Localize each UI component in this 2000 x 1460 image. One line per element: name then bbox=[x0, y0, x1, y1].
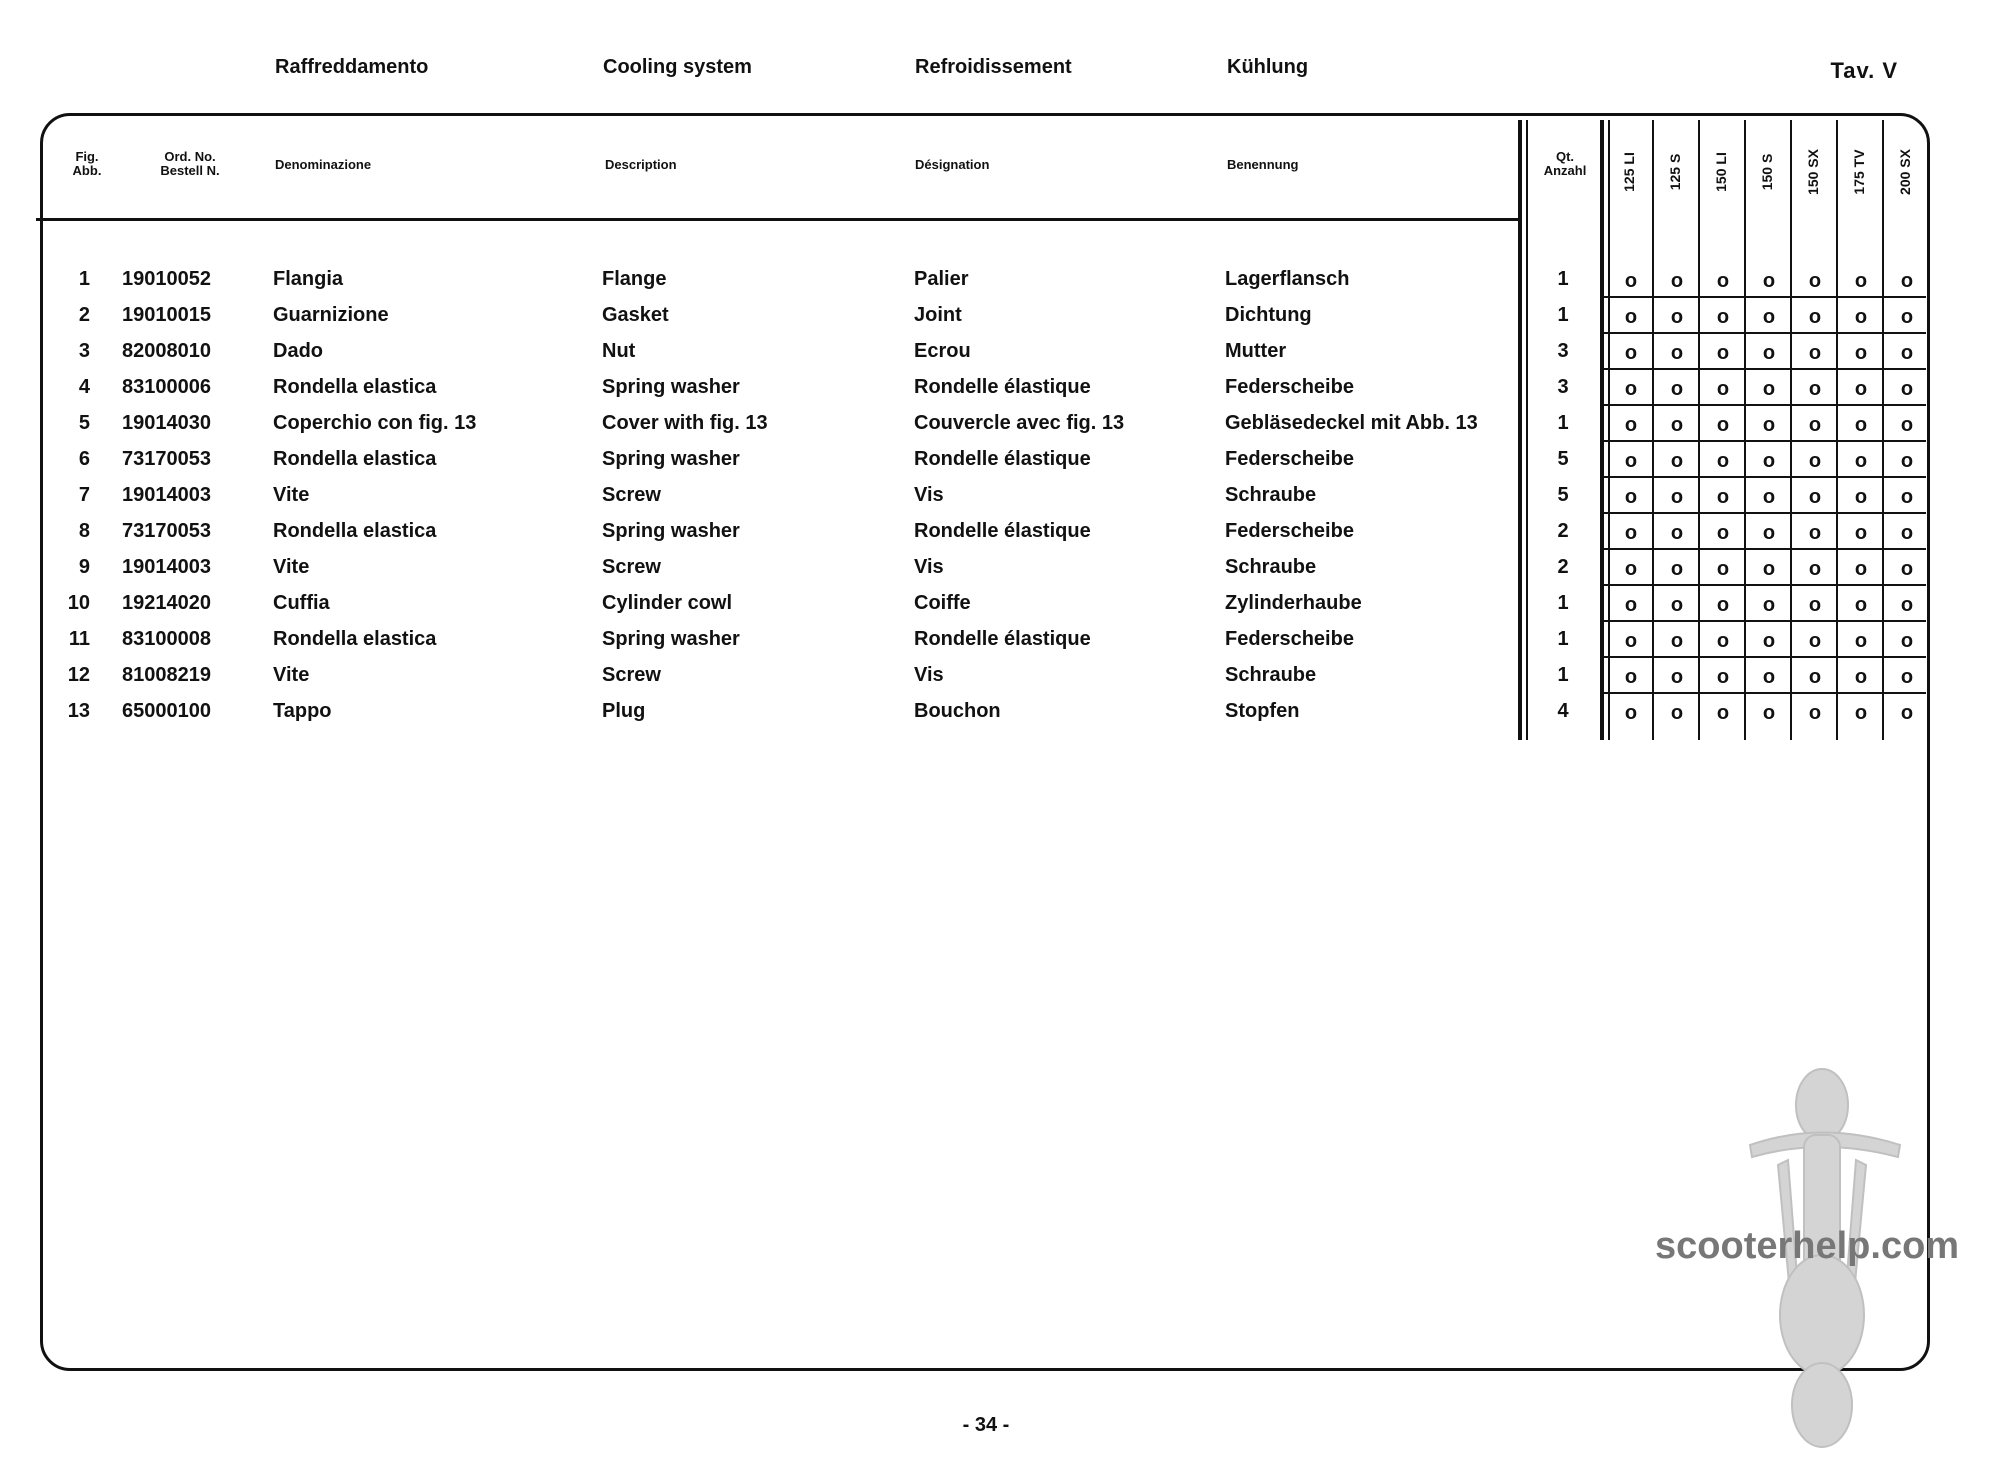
model-mark: o bbox=[1900, 270, 1914, 292]
model-mark: o bbox=[1624, 594, 1638, 616]
name-english: Nut bbox=[602, 340, 636, 362]
name-german: Mutter bbox=[1225, 340, 1287, 362]
name-german: Federscheibe bbox=[1225, 376, 1354, 398]
model-mark: o bbox=[1624, 486, 1638, 508]
name-german: Stopfen bbox=[1225, 700, 1300, 722]
model-mark: o bbox=[1854, 270, 1868, 292]
model-label: 125 LI bbox=[1621, 152, 1637, 192]
quantity: 3 bbox=[1557, 340, 1569, 362]
page-number: - 34 - bbox=[962, 1414, 1010, 1436]
model-mark: o bbox=[1762, 342, 1776, 364]
model-mark: o bbox=[1854, 306, 1868, 328]
model-header bbox=[1664, 142, 1686, 202]
header-ord-it: Ord. No. bbox=[164, 149, 216, 164]
quantity: 1 bbox=[1557, 268, 1569, 290]
model-label: 175 TV bbox=[1851, 149, 1867, 195]
model-mark: o bbox=[1624, 702, 1638, 724]
model-mark: o bbox=[1624, 666, 1638, 688]
table-row bbox=[0, 442, 2000, 478]
name-english: Screw bbox=[602, 484, 661, 506]
name-italian: Vite bbox=[273, 556, 310, 578]
model-header bbox=[1756, 142, 1778, 202]
model-mark: o bbox=[1624, 630, 1638, 652]
fig-number: 6 bbox=[78, 448, 90, 470]
model-header bbox=[1848, 142, 1870, 202]
order-number: 19214020 bbox=[122, 592, 211, 614]
quantity: 5 bbox=[1557, 448, 1569, 470]
name-french: Rondelle élastique bbox=[914, 448, 1091, 470]
order-number: 19014003 bbox=[122, 556, 211, 578]
model-mark: o bbox=[1670, 378, 1684, 400]
fig-number: 7 bbox=[78, 484, 90, 506]
model-mark: o bbox=[1808, 702, 1822, 724]
name-german: Gebläsedeckel mit Abb. 13 bbox=[1225, 412, 1478, 434]
name-italian: Tappo bbox=[273, 700, 332, 722]
header-qty bbox=[1530, 150, 1600, 178]
model-mark: o bbox=[1716, 594, 1730, 616]
model-mark: o bbox=[1808, 378, 1822, 400]
name-italian: Vite bbox=[273, 664, 310, 686]
header-rule bbox=[36, 218, 1520, 221]
name-german: Federscheibe bbox=[1225, 448, 1354, 470]
name-italian: Rondella elastica bbox=[273, 520, 437, 542]
name-german: Schraube bbox=[1225, 484, 1317, 506]
header-ord bbox=[140, 150, 240, 178]
model-mark: o bbox=[1808, 630, 1822, 652]
table-row bbox=[0, 658, 2000, 694]
name-french: Coiffe bbox=[914, 592, 971, 614]
model-mark: o bbox=[1762, 450, 1776, 472]
name-english: Spring washer bbox=[602, 520, 740, 542]
name-french: Couvercle avec fig. 13 bbox=[914, 412, 1125, 434]
model-mark: o bbox=[1716, 378, 1730, 400]
order-number: 82008010 bbox=[122, 340, 211, 362]
table-row bbox=[0, 298, 2000, 334]
quantity: 4 bbox=[1557, 700, 1569, 722]
model-label: 150 S bbox=[1759, 153, 1775, 191]
fig-number: 4 bbox=[78, 376, 90, 398]
model-mark: o bbox=[1808, 522, 1822, 544]
model-mark: o bbox=[1762, 414, 1776, 436]
model-mark: o bbox=[1900, 630, 1914, 652]
fig-number: 3 bbox=[78, 340, 90, 362]
model-mark: o bbox=[1716, 486, 1730, 508]
model-mark: o bbox=[1624, 522, 1638, 544]
fig-number: 2 bbox=[78, 304, 90, 326]
order-number: 83100008 bbox=[122, 628, 211, 650]
name-french: Bouchon bbox=[914, 700, 1001, 722]
name-french: Rondelle élastique bbox=[914, 520, 1091, 542]
name-italian: Vite bbox=[273, 484, 310, 506]
fig-number: 10 bbox=[67, 592, 90, 614]
name-german: Lagerflansch bbox=[1225, 268, 1350, 290]
model-mark: o bbox=[1854, 630, 1868, 652]
model-mark: o bbox=[1762, 630, 1776, 652]
model-mark: o bbox=[1808, 414, 1822, 436]
model-mark: o bbox=[1670, 630, 1684, 652]
title-italian: Raffreddamento bbox=[275, 56, 429, 78]
name-italian: Rondella elastica bbox=[273, 376, 437, 398]
model-mark: o bbox=[1670, 270, 1684, 292]
header-fig-it: Fig. bbox=[75, 149, 99, 164]
model-mark: o bbox=[1854, 666, 1868, 688]
fig-number: 12 bbox=[67, 664, 90, 686]
model-mark: o bbox=[1900, 342, 1914, 364]
model-mark: o bbox=[1624, 306, 1638, 328]
model-mark: o bbox=[1808, 270, 1822, 292]
name-italian: Rondella elastica bbox=[273, 628, 437, 650]
model-mark: o bbox=[1716, 342, 1730, 364]
quantity: 5 bbox=[1557, 484, 1569, 506]
name-french: Vis bbox=[914, 664, 944, 686]
model-mark: o bbox=[1900, 486, 1914, 508]
quantity: 1 bbox=[1557, 412, 1569, 434]
model-header bbox=[1894, 142, 1916, 202]
fig-number: 5 bbox=[78, 412, 90, 434]
name-italian: Rondella elastica bbox=[273, 448, 437, 470]
name-english: Screw bbox=[602, 556, 661, 578]
model-mark: o bbox=[1762, 486, 1776, 508]
model-mark: o bbox=[1716, 450, 1730, 472]
model-mark: o bbox=[1670, 702, 1684, 724]
quantity: 3 bbox=[1557, 376, 1569, 398]
header-qty-de: Anzahl bbox=[1543, 163, 1587, 178]
model-mark: o bbox=[1670, 414, 1684, 436]
model-mark: o bbox=[1716, 630, 1730, 652]
model-mark: o bbox=[1762, 666, 1776, 688]
model-mark: o bbox=[1854, 414, 1868, 436]
name-french: Vis bbox=[914, 556, 944, 578]
model-mark: o bbox=[1670, 342, 1684, 364]
model-mark: o bbox=[1900, 414, 1914, 436]
fig-number: 9 bbox=[78, 556, 90, 578]
name-english: Screw bbox=[602, 664, 661, 686]
name-italian: Dado bbox=[273, 340, 323, 362]
model-mark: o bbox=[1854, 522, 1868, 544]
name-german: Federscheibe bbox=[1225, 628, 1354, 650]
table-row bbox=[0, 334, 2000, 370]
name-german: Zylinderhaube bbox=[1225, 592, 1362, 614]
table-row bbox=[0, 406, 2000, 442]
model-mark: o bbox=[1900, 378, 1914, 400]
model-mark: o bbox=[1900, 306, 1914, 328]
name-italian: Flangia bbox=[273, 268, 344, 290]
model-mark: o bbox=[1808, 594, 1822, 616]
name-english: Spring washer bbox=[602, 376, 740, 398]
model-mark: o bbox=[1762, 558, 1776, 580]
model-mark: o bbox=[1716, 414, 1730, 436]
model-mark: o bbox=[1854, 594, 1868, 616]
header-fig bbox=[62, 150, 112, 178]
header-description: Description bbox=[605, 157, 677, 172]
name-french: Vis bbox=[914, 484, 944, 506]
watermark-text: scooterhelp.com bbox=[1655, 1225, 1960, 1267]
name-italian: Coperchio con fig. 13 bbox=[273, 412, 477, 434]
name-french: Ecrou bbox=[914, 340, 971, 362]
model-mark: o bbox=[1670, 666, 1684, 688]
quantity: 2 bbox=[1557, 520, 1569, 542]
model-mark: o bbox=[1624, 342, 1638, 364]
model-mark: o bbox=[1808, 666, 1822, 688]
model-mark: o bbox=[1900, 558, 1914, 580]
model-mark: o bbox=[1670, 558, 1684, 580]
name-english: Spring washer bbox=[602, 628, 740, 650]
header-fig-de: Abb. bbox=[72, 163, 102, 178]
model-header bbox=[1710, 142, 1732, 202]
order-number: 83100006 bbox=[122, 376, 211, 398]
model-mark: o bbox=[1762, 306, 1776, 328]
model-mark: o bbox=[1762, 522, 1776, 544]
name-english: Gasket bbox=[602, 304, 669, 326]
table-row bbox=[0, 370, 2000, 406]
title-german: Kühlung bbox=[1227, 56, 1309, 78]
model-mark: o bbox=[1762, 378, 1776, 400]
quantity: 2 bbox=[1557, 556, 1569, 578]
fig-number: 11 bbox=[68, 628, 90, 650]
title-english: Cooling system bbox=[603, 56, 752, 78]
header-designation: Désignation bbox=[915, 157, 990, 172]
model-label: 150 SX bbox=[1805, 149, 1821, 195]
model-mark: o bbox=[1716, 702, 1730, 724]
header-denominazione: Denominazione bbox=[275, 157, 372, 172]
model-mark: o bbox=[1670, 450, 1684, 472]
name-french: Palier bbox=[914, 268, 969, 290]
model-mark: o bbox=[1900, 450, 1914, 472]
model-mark: o bbox=[1854, 450, 1868, 472]
name-english: Cover with fig. 13 bbox=[602, 412, 768, 434]
name-german: Federscheibe bbox=[1225, 520, 1354, 542]
order-number: 73170053 bbox=[122, 520, 211, 542]
model-mark: o bbox=[1808, 342, 1822, 364]
quantity: 1 bbox=[1557, 592, 1569, 614]
name-french: Rondelle élastique bbox=[914, 628, 1091, 650]
model-mark: o bbox=[1808, 558, 1822, 580]
order-number: 19010015 bbox=[122, 304, 211, 326]
table-reference: Tav. V bbox=[1830, 58, 1898, 83]
table-row bbox=[0, 514, 2000, 550]
table-row bbox=[0, 694, 2000, 730]
table-row bbox=[0, 622, 2000, 658]
model-mark: o bbox=[1808, 450, 1822, 472]
quantity: 1 bbox=[1557, 304, 1569, 326]
model-mark: o bbox=[1808, 306, 1822, 328]
model-mark: o bbox=[1900, 522, 1914, 544]
header-benennung: Benennung bbox=[1227, 157, 1299, 172]
model-mark: o bbox=[1670, 522, 1684, 544]
name-german: Schraube bbox=[1225, 556, 1317, 578]
model-mark: o bbox=[1670, 306, 1684, 328]
model-header bbox=[1618, 142, 1640, 202]
order-number: 81008219 bbox=[122, 664, 211, 686]
model-mark: o bbox=[1716, 270, 1730, 292]
model-label: 200 SX bbox=[1897, 149, 1913, 195]
model-mark: o bbox=[1624, 450, 1638, 472]
fig-number: 13 bbox=[67, 700, 90, 722]
model-mark: o bbox=[1762, 594, 1776, 616]
model-label: 125 S bbox=[1667, 153, 1683, 191]
header-ord-de: Bestell N. bbox=[160, 163, 220, 178]
model-mark: o bbox=[1762, 270, 1776, 292]
model-mark: o bbox=[1854, 558, 1868, 580]
model-mark: o bbox=[1854, 378, 1868, 400]
model-mark: o bbox=[1900, 594, 1914, 616]
order-number: 73170053 bbox=[122, 448, 211, 470]
model-mark: o bbox=[1900, 702, 1914, 724]
quantity: 1 bbox=[1557, 664, 1569, 686]
table-row bbox=[0, 262, 2000, 298]
model-mark: o bbox=[1900, 666, 1914, 688]
model-mark: o bbox=[1624, 378, 1638, 400]
model-mark: o bbox=[1716, 666, 1730, 688]
name-english: Cylinder cowl bbox=[602, 592, 733, 614]
model-mark: o bbox=[1762, 702, 1776, 724]
order-number: 19014030 bbox=[122, 412, 211, 434]
model-mark: o bbox=[1716, 306, 1730, 328]
model-mark: o bbox=[1624, 270, 1638, 292]
model-mark: o bbox=[1854, 342, 1868, 364]
header-qty-it: Qt. bbox=[1555, 149, 1575, 164]
table-row bbox=[0, 586, 2000, 622]
model-label: 150 LI bbox=[1713, 152, 1729, 192]
fig-number: 1 bbox=[78, 268, 90, 290]
name-german: Dichtung bbox=[1225, 304, 1312, 326]
model-mark: o bbox=[1854, 702, 1868, 724]
model-mark: o bbox=[1624, 414, 1638, 436]
order-number: 19014003 bbox=[122, 484, 211, 506]
table-row bbox=[0, 550, 2000, 586]
name-italian: Guarnizione bbox=[273, 304, 389, 326]
name-english: Spring washer bbox=[602, 448, 740, 470]
model-mark: o bbox=[1670, 486, 1684, 508]
name-french: Joint bbox=[914, 304, 962, 326]
name-english: Plug bbox=[602, 700, 646, 722]
order-number: 65000100 bbox=[122, 700, 211, 722]
model-mark: o bbox=[1670, 594, 1684, 616]
model-mark: o bbox=[1716, 558, 1730, 580]
name-german: Schraube bbox=[1225, 664, 1317, 686]
title-french: Refroidissement bbox=[915, 56, 1072, 78]
model-mark: o bbox=[1808, 486, 1822, 508]
order-number: 19010052 bbox=[122, 268, 211, 290]
table-row bbox=[0, 478, 2000, 514]
name-english: Flange bbox=[602, 268, 667, 290]
model-header bbox=[1802, 142, 1824, 202]
model-mark: o bbox=[1624, 558, 1638, 580]
quantity: 1 bbox=[1557, 628, 1569, 650]
model-mark: o bbox=[1854, 486, 1868, 508]
model-mark: o bbox=[1716, 522, 1730, 544]
fig-number: 8 bbox=[78, 520, 90, 542]
name-italian: Cuffia bbox=[273, 592, 330, 614]
name-french: Rondelle élastique bbox=[914, 376, 1091, 398]
